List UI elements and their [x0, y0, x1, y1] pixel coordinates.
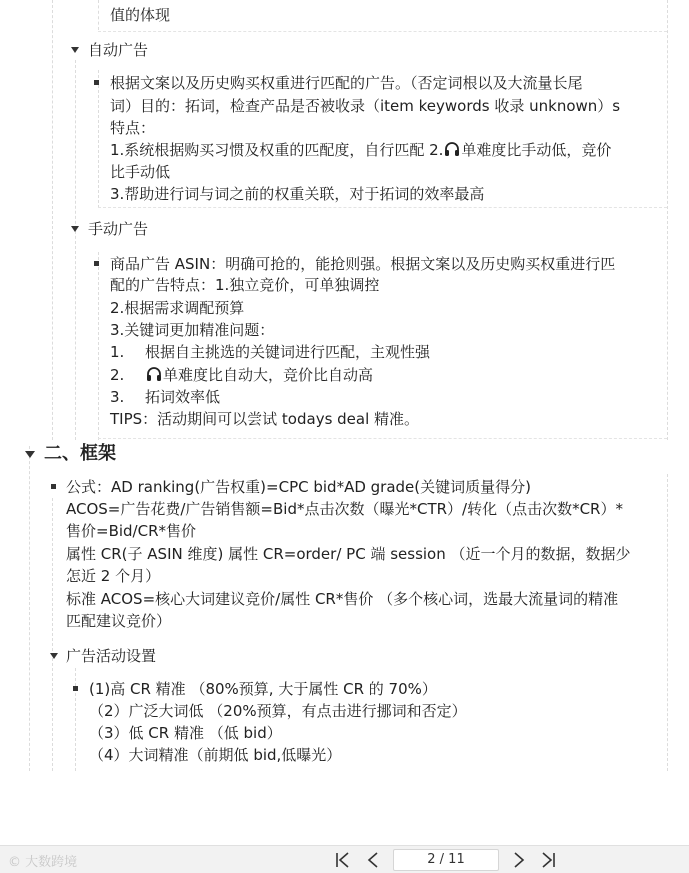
text-line: 怎近 2 个月） [66, 567, 161, 585]
text-line: 商品广告 ASIN：明确可抢的，能抢则强。根据文案以及历史购买权重进行匹 [110, 255, 616, 273]
collapse-toggle-icon[interactable] [71, 47, 79, 53]
text-line: 3.帮助进行词与词之前的权重关联，对于拓词的效率最高 [110, 185, 485, 203]
outline-guide [98, 207, 667, 208]
prev-page-icon[interactable] [364, 850, 384, 870]
tips-line: TIPS：活动期间可以尝试 todays deal 精准。 [110, 410, 420, 428]
text-line: ACOS=广告花费/广告销售额=Bid*点击次数（曝光*CTR）/转化（点击次数*CR）* [66, 500, 623, 518]
list-number: 1. [110, 343, 125, 361]
outline-guide [98, 0, 99, 30]
text-line: 公式：AD ranking(广告权重)=CPC bid*AD grade(关键词质量得分) [66, 478, 531, 496]
outline-guide [98, 438, 667, 439]
viewer-toolbar [0, 845, 689, 873]
text-fragment: 单难度比手动低，竞价 [461, 141, 612, 159]
watermark-logo [8, 851, 77, 870]
text-line: 标准 ACOS=核心大词建议竞价/属性 CR*售价 （多个核心词，选最大流量词的精准 [66, 590, 619, 608]
section-heading: 二、框架 [44, 443, 116, 464]
outline-guide [98, 70, 99, 208]
text-line: 匹配建议竞价） [66, 612, 172, 630]
outline-guide [98, 31, 667, 32]
first-page-icon[interactable] [333, 850, 353, 870]
text-line: 属性 CR(子 ASIN 维度) 属性 CR=order/ PC 端 session （近一个月的数据，数据少 [66, 545, 631, 563]
heading-manual-ad: 手动广告 [88, 220, 149, 238]
bullet-icon [51, 484, 56, 489]
text-line [110, 139, 611, 161]
text-line: （3）低 CR 精准 （低 bid） [89, 724, 282, 742]
outline-guide [98, 252, 99, 440]
bullet-icon [94, 261, 99, 266]
text-line: 3.关键词更加精准问题： [110, 321, 275, 339]
list-number: 3. [110, 388, 125, 406]
headphones-icon [443, 140, 461, 158]
text-line: (1)高 CR 精准 （80%预算, 大于属性 CR 的 70%） [89, 680, 437, 698]
collapse-toggle-icon[interactable] [50, 653, 58, 659]
last-page-icon[interactable] [538, 850, 558, 870]
outline-guide [667, 0, 668, 440]
text-line: 词）目的：拓词，检查产品是否被收录（item keywords 收录 unknown）s [110, 97, 621, 115]
logo-icon: © [8, 855, 21, 870]
bullet-icon [73, 686, 78, 691]
next-page-icon[interactable] [508, 850, 528, 870]
outline-guide [52, 498, 53, 771]
heading-auto-ad: 自动广告 [88, 41, 149, 59]
text-line: 配的广告特点：1.独立竞价，可单独调控 [110, 276, 380, 294]
outline-guide [52, 0, 53, 440]
text-fragment: 1.系统根据购买习惯及权重的匹配度，自行匹配 2. [110, 141, 444, 159]
text-line: （2）广泛大词低 （20%预算，有点击进行挪词和否定） [89, 702, 467, 720]
outline-guide [75, 668, 76, 771]
text-line: 售价=Bid/CR*售价 [66, 522, 196, 540]
outline-guide [667, 474, 668, 771]
text-line: 2.根据需求调配预算 [110, 299, 245, 317]
text-fragment: 单难度比自动大，竞价比自动高 [163, 366, 374, 384]
logo-text: 大数跨境 [25, 855, 78, 870]
list-number: 2. [110, 366, 125, 384]
list-item: 根据自主挑选的关键词进行匹配，主观性强 [145, 343, 431, 361]
page-indicator[interactable]: 2 / 11 [393, 849, 499, 871]
text-line: （4）大词精准（前期低 bid,低曝光） [89, 746, 342, 764]
text-line: 值的体现 [110, 6, 171, 24]
heading-campaign-settings: 广告活动设置 [66, 647, 157, 665]
headphones-icon [145, 365, 163, 383]
list-item: 拓词效率低 [145, 388, 221, 406]
outline-guide [75, 60, 76, 440]
collapse-toggle-icon[interactable] [71, 226, 79, 232]
list-item [145, 364, 373, 386]
outline-guide [29, 446, 30, 771]
text-line: 比手动低 [110, 163, 171, 181]
text-line: 根据文案以及历史购买权重进行匹配的广告。（否定词根以及大流量长尾 [110, 74, 583, 92]
collapse-toggle-icon[interactable] [25, 451, 35, 458]
text-line: 特点： [110, 119, 156, 137]
bullet-icon [94, 80, 99, 85]
